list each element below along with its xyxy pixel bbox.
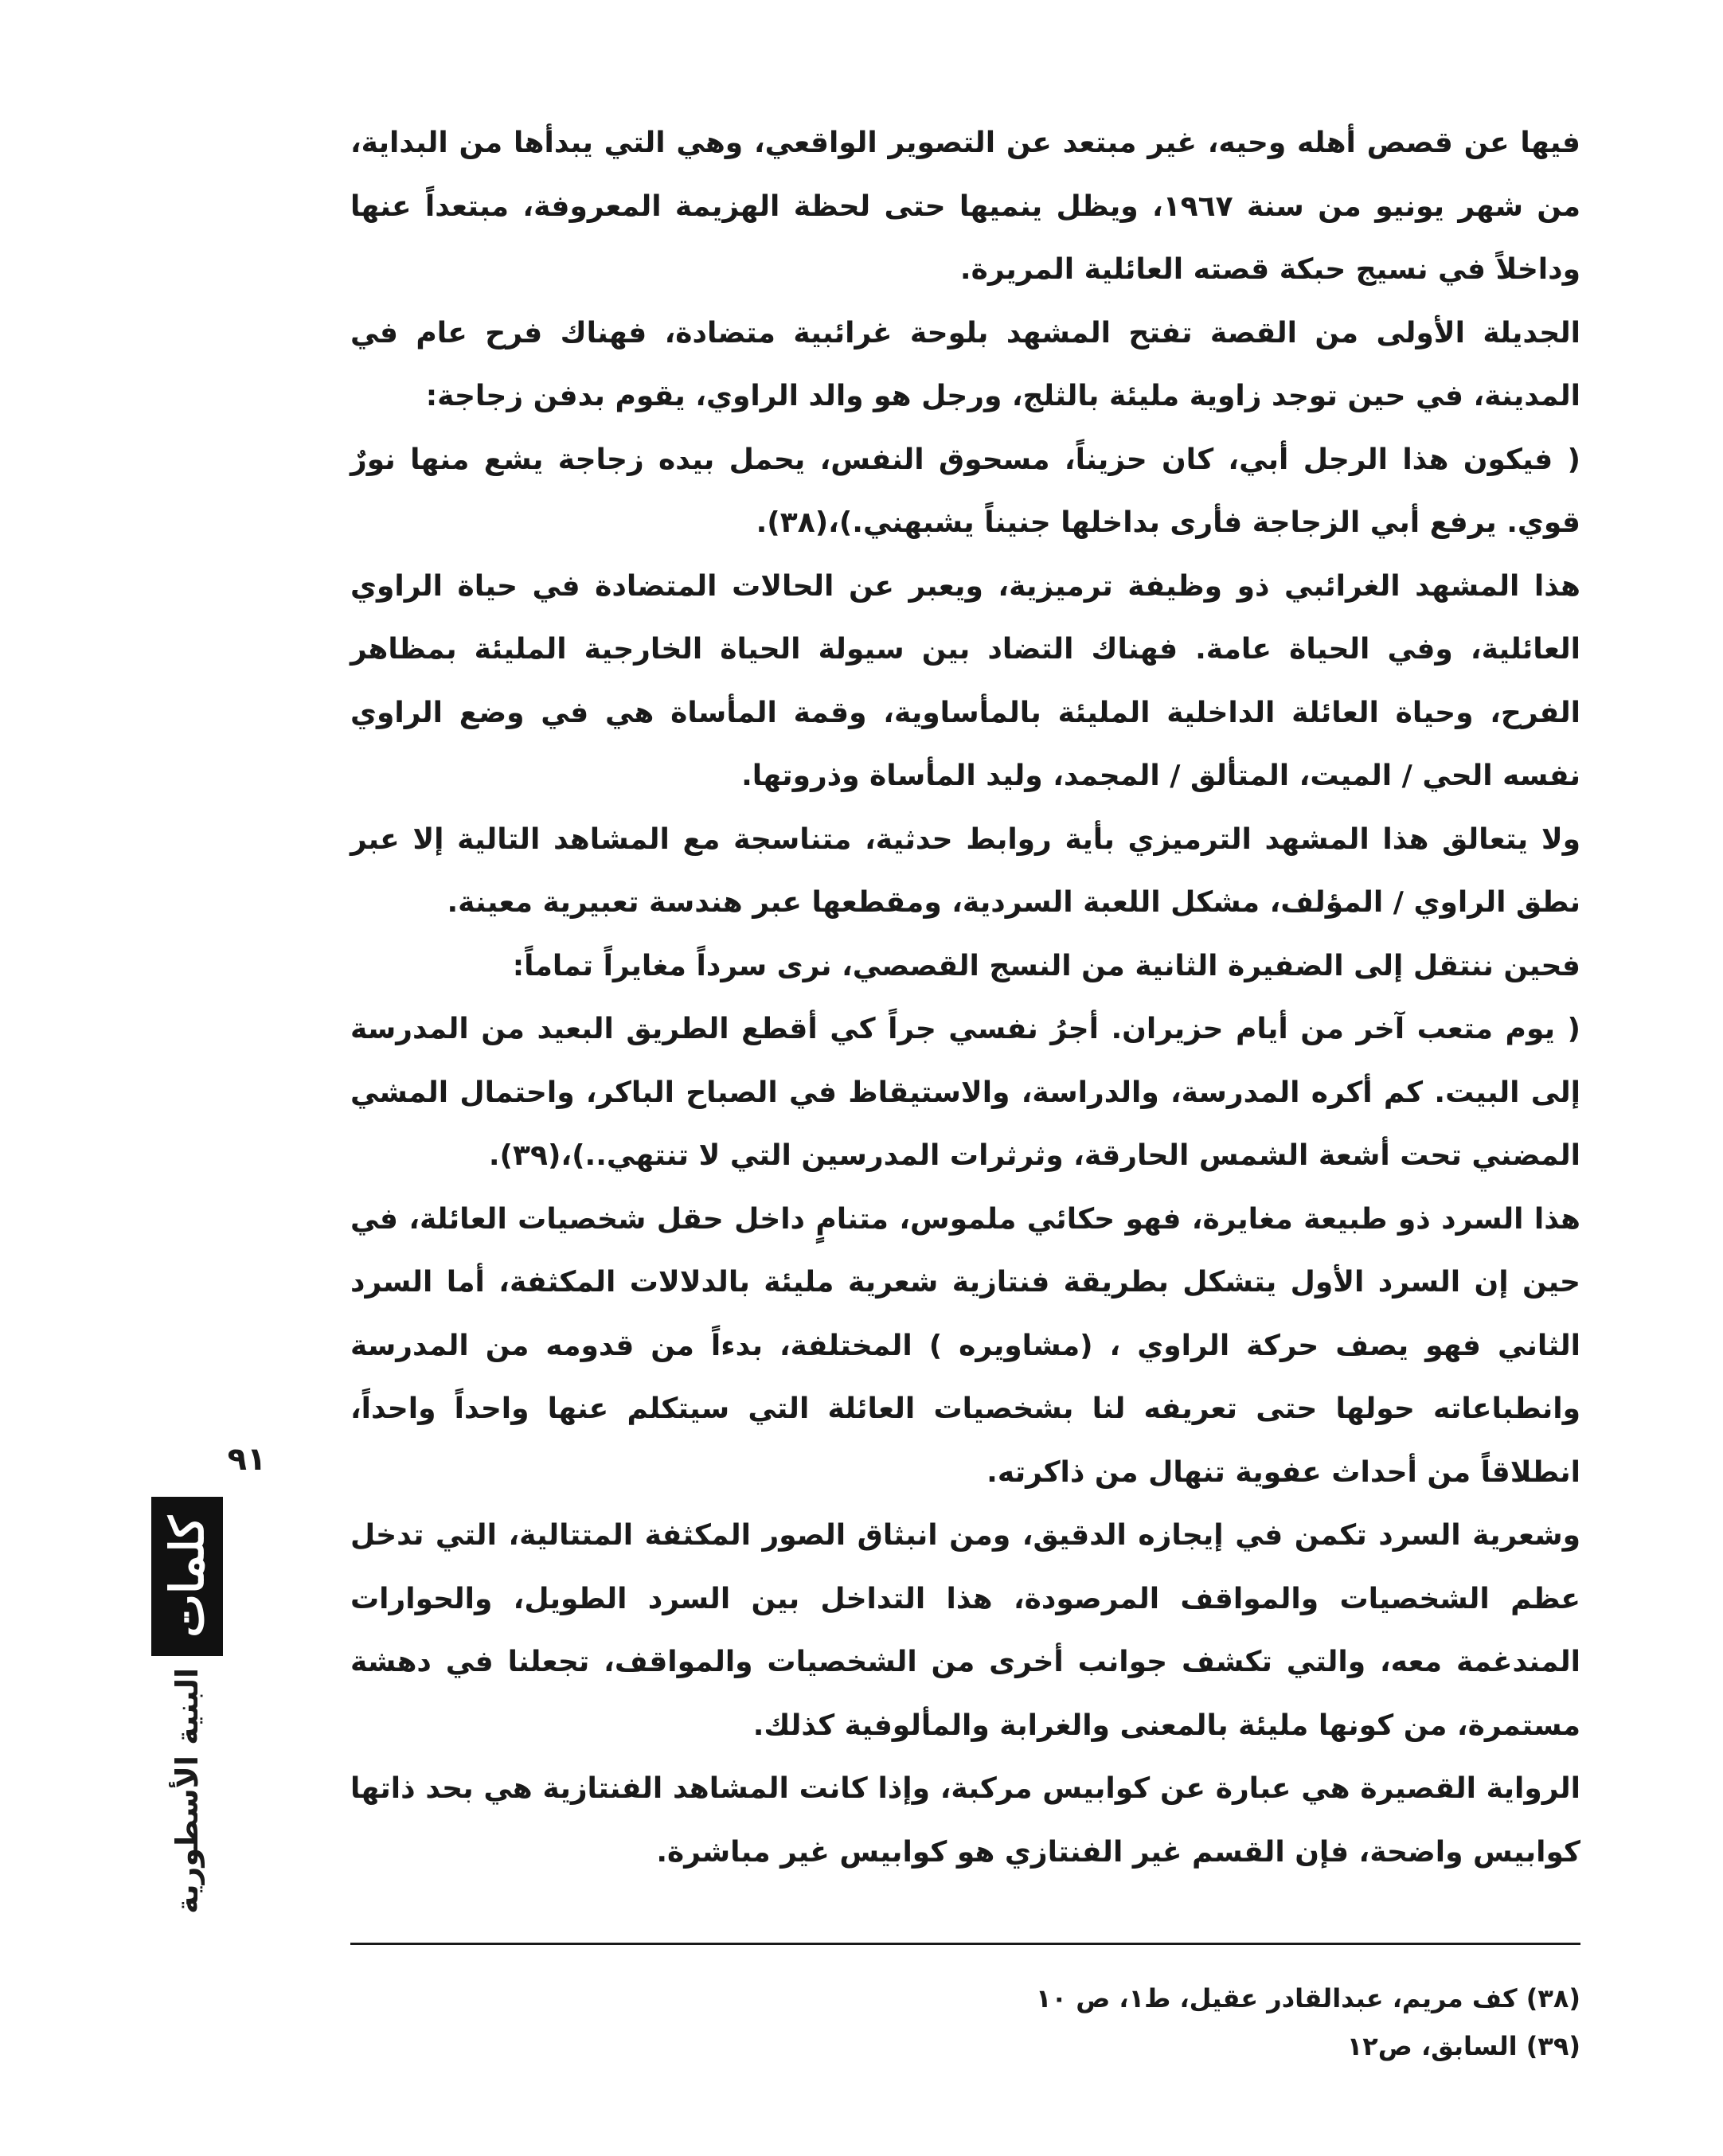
paragraph-2: الجديلة الأولى من القصة تفتح المشهد بلوحة غرائبية متضادة، فهناك فرح عام في المدينة، في حين توجد زاوية مليئة بالثلج، ورجل هو والد الراوي، يقوم بدفن زجاجة:	[350, 316, 1580, 412]
quote-38: ( فيكون هذا الرجل أبي، كان حزيناً، مسحوق النفس، يحمل بيده زجاجة يشع منها نورٌ قوي. يرفع أبي الزجاجة فأرى بداخلها جنيناً يشبهني.)،(٣٨).	[350, 443, 1580, 539]
paragraph-8: الرواية القصيرة هي عبارة عن كوابيس مركبة، وإذا كانت المشاهد الفنتازية هي بحد ذاتها كوابيس واضحة، فإن القسم غير الفنتازي هو كوابيس غير مباشرة.	[350, 1772, 1580, 1869]
footnote-38: (٣٨) كف مريم، عبدالقادر عقيل، ط١، ص ١٠	[1036, 1983, 1580, 2013]
paragraph-3: هذا المشهد الغرائبي ذو وظيفة ترميزية، ويعبر عن الحالات المتضادة في حياة الراوي العائلية، وفي الحياة عامة. فهناك التضاد بين سيولة الحياة الخارجية المليئة بمظاهر الفرح، وحياة العائلة الداخلية المليئة بالمأساوية، وقمة المأساة هي في وضع الراوي نفسه الحي / الميت، المتألق / المجمد، وليد المأساة وذروتها.	[350, 569, 1580, 792]
page-number: ٩١	[227, 1441, 267, 1478]
section-title-block	[159, 1668, 215, 1955]
paragraph-6: هذا السرد ذو طبيعة مغايرة، فهو حكائي ملموس، متنامٍ داخل حقل شخصيات العائلة، في حين إن السرد الأول يتشكل بطريقة فنتازية شعرية مليئة بالدلالات المكثفة، أما السرد الثاني فهو يصف حركة الراوي ، (مشاويره ) المختلفة، بدءاً من قدومه من المدرسة وانطباعاته حولها حتى تعريفه لنا بشخصيات العائلة التي سيتكلم عنها واحداً واحداً، انطلاقاً من أحداث عفوية تنهال من ذاكرته.	[350, 1202, 1580, 1489]
footnotes	[350, 1974, 1580, 2070]
footnote-divider	[350, 1943, 1580, 1945]
journal-name-block	[151, 1497, 223, 1656]
paragraph-7: وشعرية السرد تكمن في إيجازه الدقيق، ومن انبثاق الصور المكثفة المتتالية، التي تدخل عظم الشخصيات والمواقف المرصودة، هذا التداخل بين السرد الطويل، والحوارات المندغمة معه، والتي تكشف جوانب أخرى من الشخصيات والمواقف، تجعلنا في دهشة مستمرة، من كونها مليئة بالمعنى والغرابة والمألوفية كذلك.	[350, 1519, 1580, 1742]
quote-39: ( يوم متعب آخر من أيام حزيران. أجرُ نفسي جراً كي أقطع الطريق البعيد من المدرسة إلى البيت. كم أكره المدرسة، والدراسة، والاستيقاظ في الصباح الباكر، واحتمال المشي المضني تحت أشعة الشمس الحارقة، وثرثرات المدرسين التي لا تنتهي..)،(٣٩).	[350, 1013, 1580, 1172]
section-title: البنية الأسطورية	[170, 1668, 205, 1914]
paragraph-4: ولا يتعالق هذا المشهد الترميزي بأية روابط حدثية، متناسجة مع المشاهد التالية إلا عبر نطق الراوي / المؤلف، مشكل اللعبة السردية، ومقطعها عبر هندسة تعبيرية معينة.	[350, 822, 1580, 919]
footnote-39: (٣٩) السابق، ص١٢	[1346, 2031, 1580, 2061]
paragraph-1: فيها عن قصص أهله وحيه، غير مبتعد عن التصوير الواقعي، وهي التي يبدأها من البداية، من شهر يونيو من سنة ١٩٦٧، ويظل ينميها حتى لحظة الهزيمة المعروفة، مبتعداً عنها وداخلاً في نسيج حبكة قصته العائلية المريرة.	[350, 127, 1580, 286]
journal-name: كلمات	[160, 1515, 214, 1638]
body-text	[350, 111, 1580, 1884]
paragraph-5: فحين ننتقل إلى الضفيرة الثانية من النسج القصصي، نرى سرداً مغايراً تماماً:	[512, 949, 1580, 982]
